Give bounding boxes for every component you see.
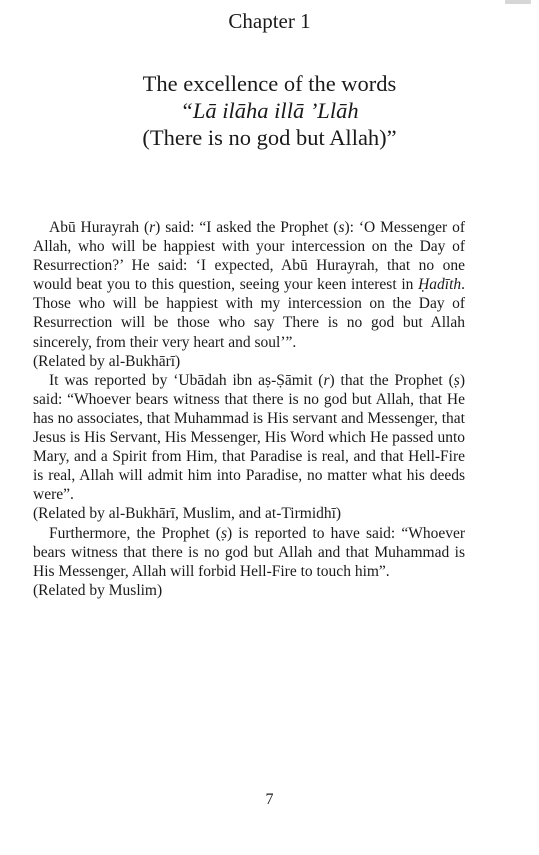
paragraph-text: ) said: “I asked the Prophet ( — [155, 219, 339, 236]
paragraph-text: Furthermore, the Prophet ( — [49, 524, 221, 542]
paragraph-text: ) is reported to have said: “Whoever bears witness that there is no god but Allah and that Muhammad is His Messenger, Allah will forbid Hell-Fire to touch him”. — [33, 524, 465, 580]
source-reference: (Related by al-Bukhārī, Muslim, and at-Tirmidhī) — [33, 505, 342, 523]
honorific-abbrev: ṣ — [220, 524, 228, 542]
chapter-title-line-1: The excellence of the words — [142, 71, 397, 96]
paragraph-text: . Those who will be happiest with my intercession on the Day of Resurrection will be those who say There is no god but Allah sincerely, from their very heart and soul’”. — [33, 276, 465, 351]
paragraph-abu-hurayrah — [33, 218, 465, 352]
honorific-abbrev: s — [338, 219, 345, 236]
source-reference: (Related by Muslim) — [33, 581, 163, 599]
honorific-abbrev: r — [323, 371, 330, 389]
italic-term: Ḥadīth — [418, 276, 462, 294]
honorific-abbrev: r — [149, 219, 156, 236]
source-reference: (Related by al-Bukhārī) — [33, 352, 181, 370]
honorific-abbrev: ṣ — [453, 371, 460, 389]
paragraph-text: ) said: “Whoever bears witness that there is no god but Allah, that He has no associates, that Muhammad is His servant and Messenger, that Jesus is His Servant, His Messenger, His Word which He passed unto Mary, and a Spirit from Him, that Paradise is real, and that Hell-Fire is real, Allah will admit him into Paradise, no matter what his deeds were”. — [33, 371, 465, 504]
page-number: 7 — [265, 791, 274, 808]
paragraph-text: ) that the Prophet ( — [329, 371, 454, 389]
paragraph-text: It was reported by ‘Ubādah ibn aṣ-Ṣāmit ( — [49, 371, 324, 389]
scan-corner-mark — [505, 0, 531, 4]
paragraph-furthermore — [33, 524, 465, 581]
paragraph-ubadah — [33, 371, 465, 505]
chapter-title-line-3: (There is no god but Allah)” — [142, 125, 397, 150]
paragraph-text: Abū Hurayrah ( — [49, 219, 150, 236]
chapter-title-line-2: “Lā ilāha illā ’Llāh — [180, 98, 359, 123]
body-text — [33, 218, 465, 600]
chapter-heading: Chapter 1 — [228, 9, 311, 33]
chapter-title — [0, 70, 539, 151]
paragraph-text: ): ‘O Messenger of Allah, who will be happiest with your intercession on the Day of Resurrection?’ He said: ‘I expected, Abū Hurayrah, that no one would beat you to this question, seeing your keen interest in — [33, 219, 465, 294]
